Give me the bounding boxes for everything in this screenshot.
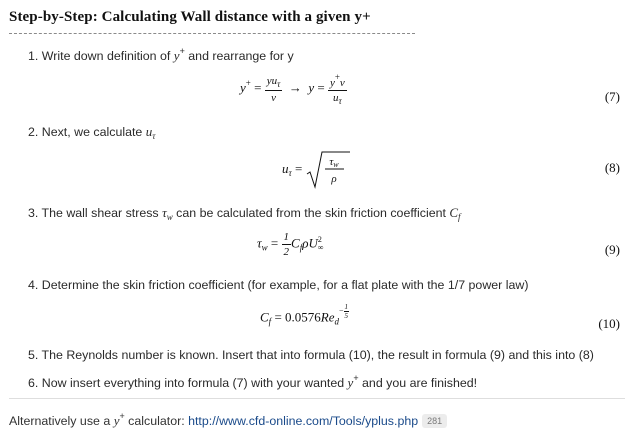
equation-10-coefficient: 0.0576 (285, 309, 321, 325)
equation-9-number: (9) (604, 242, 620, 257)
footer-text-middle: calculator: (124, 414, 189, 428)
step-3-text-start: 3. The wall shear stress (28, 206, 163, 220)
step-6-text-start: 6. Now insert everything into formula (7) with your wanted (28, 376, 348, 390)
step-3-symbol: τ (162, 205, 167, 220)
page-title: Step-by-Step: Calculating Wall distance with a given y+ (9, 9, 371, 25)
equation-8: $u_\tau$ = τw ρ (282, 150, 350, 190)
view-count-badge: 281 (422, 414, 447, 428)
step-2-symbol: u (145, 124, 153, 139)
step-3-subscript-2: f (458, 212, 461, 222)
sqrt-symbol (306, 150, 350, 190)
svg-text:ρ: ρ (330, 173, 337, 185)
step-3-symbol-2: C (449, 205, 459, 220)
step-1-text-start: 1. Write down definition of (28, 49, 174, 63)
step-1-superscript: + (179, 46, 185, 56)
title-divider (9, 33, 415, 34)
footer-divider (9, 398, 625, 399)
footer-text-start: Alternatively use a (9, 414, 114, 428)
step-3-subscript: w (166, 212, 173, 222)
svg-text:τw: τw (328, 156, 339, 169)
step-1 (28, 46, 294, 64)
equation-8-number: (8) (604, 160, 620, 175)
footer-comment (9, 411, 447, 429)
step-3-text-middle: can be calculated from the skin friction coefficient (172, 206, 450, 220)
equation-9: $\tau_w$ = $\frac{1}{2}$ $C_f\rho U$ 2 ∞ (257, 231, 324, 258)
footer-superscript: + (119, 411, 125, 421)
step-2-text: 2. Next, we calculate (28, 125, 146, 139)
equation-7: y+ = $\frac{yu_\tau}{\nu}$ → y = $\frac{y^+\nu}{u_\tau}$ (240, 72, 345, 106)
step-1-symbol: y (173, 48, 180, 63)
yplus-calculator-link[interactable]: http://www.cfd-online.com/Tools/yplus.php (188, 414, 419, 428)
step-4: 4. Determine the skin friction coefficient (for example, for a flat plate with the 1/7 power law) (28, 278, 529, 292)
footer-symbol: y (113, 413, 120, 428)
step-5: 5. The Reynolds number is known. Insert that into formula (10), the result in formula (9) and this into (8) (28, 348, 594, 362)
step-6-superscript: + (353, 373, 359, 383)
step-3 (28, 205, 461, 222)
step-2-subscript: τ (152, 131, 156, 141)
step-6 (28, 373, 477, 391)
equation-10-number: (10) (598, 316, 620, 331)
step-6-symbol: y (347, 375, 354, 390)
step-2 (28, 124, 156, 141)
equation-7-number: (7) (604, 89, 620, 104)
step-6-text-end: and you are finished! (358, 376, 478, 390)
step-1-text-end: and rearrange for y (184, 49, 294, 63)
equation-10: $C_f = 0.0576Re_d-$ $\frac{1}{5}$ (260, 303, 349, 327)
